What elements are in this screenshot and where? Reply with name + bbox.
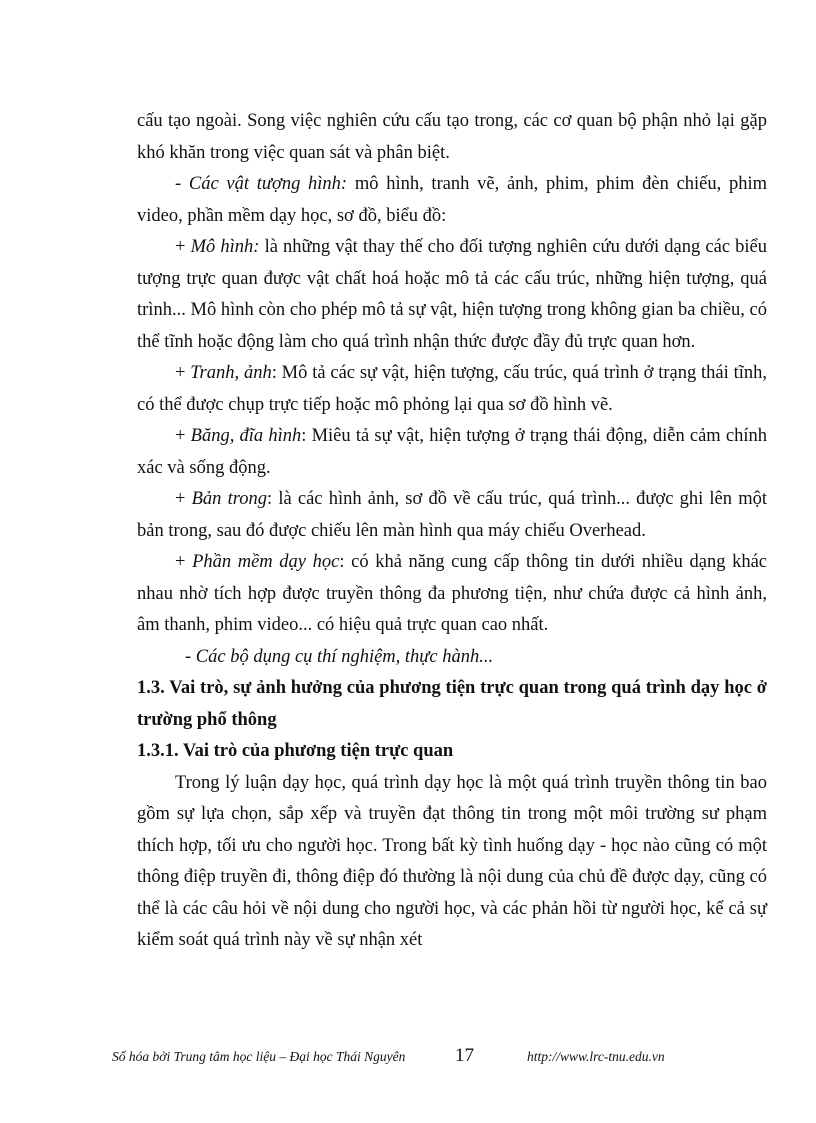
section-heading-1-3-1: 1.3.1. Vai trò của phương tiện trực quan <box>137 741 454 761</box>
text-pictures: : Mô tả các sự vật, hiện tượng, cấu trúc, quá trình ở trạng thái tĩnh, có thể được chụp trực tiếp hoặc mô phỏng lại qua sơ đồ hình vẽ. <box>137 363 768 415</box>
bullet-prefix: + <box>175 426 191 446</box>
footer-url: http://www.lrc-tnu.edu.vn <box>527 1049 665 1064</box>
text-video-tapes: : Miêu tả sự vật, hiện tượng ở trạng thái động, diễn cảm chính xác và sống động. <box>137 426 767 478</box>
page-body <box>137 106 767 957</box>
term-visual-objects: - Các vật tượng hình: <box>175 174 348 194</box>
paragraph-lab-kits: - Các bộ dụng cụ thí nghiệm, thực hành... <box>185 646 494 667</box>
term-video-tapes: Băng, đĩa hình <box>190 426 302 446</box>
section-heading-1-3: 1.3. Vai trò, sự ảnh hưởng của phương tiện trực quan trong quá trình dạy học ở trường phổ thông <box>137 678 767 730</box>
paragraph-models <box>137 232 767 358</box>
bullet-prefix: + <box>175 552 193 572</box>
text-visual-objects: mô hình, tranh vẽ, ảnh, phim, phim đèn chiếu, phim video, phần mềm dạy học, sơ đồ, biểu đồ: <box>137 174 768 226</box>
paragraph-visual-objects <box>137 169 767 232</box>
page-number: 17 <box>455 1045 474 1066</box>
term-transparencies: Bản trong <box>191 489 268 509</box>
term-software: Phần mềm dạy học <box>192 552 340 572</box>
term-models: Mô hình: <box>190 237 260 257</box>
bullet-prefix: + <box>175 237 191 257</box>
bullet-prefix: + <box>175 489 192 509</box>
text-models: là những vật thay thế cho đối tượng nghiên cứu dưới dạng các biểu tượng trực quan được vật chất hoá hoặc mô tả các cấu trúc, những hiện tượng, quá trình... Mô hình còn cho phép mô tả sự vật, hiện tượng trong không gian ba chiều, có thể tĩnh hoặc động làm cho quá trình nhận thức được đầy đủ trực quan hơn. <box>137 237 768 352</box>
page-footer <box>0 1045 816 1075</box>
paragraph-pictures <box>137 358 767 421</box>
paragraph-continuation: cấu tạo ngoài. Song việc nghiên cứu cấu tạo trong, các cơ quan bộ phận nhỏ lại gặp khó khăn trong việc quan sát và phân biệt. <box>137 111 767 163</box>
text-transparencies: : là các hình ảnh, sơ đồ về cấu trúc, quá trình... được ghi lên một bản trong, sau đó được chiếu lên màn hình qua máy chiếu Overhead. <box>137 489 767 541</box>
term-pictures: Tranh, ảnh <box>190 363 272 383</box>
paragraph-video-tapes <box>137 421 767 484</box>
paragraph-role-of-visual-aids: Trong lý luận dạy học, quá trình dạy học là một quá trình truyền thông tin bao gồm sự lựa chọn, sắp xếp và truyền đạt thông tin trong một môi trường sư phạm thích hợp, tối ưu cho người học. Trong bất kỳ tình huống dạy - học nào cũng có một thông điệp truyền đi, thông điệp đó thường là nội dung của chủ đề được dạy, cũng có thể là các câu hỏi về nội dung cho người học, và các phản hồi từ người học, kể cả sự kiểm soát quá trình này về sự nhận xét <box>137 772 767 950</box>
paragraph-transparencies <box>137 484 767 547</box>
paragraph-software <box>137 547 767 642</box>
bullet-prefix: + <box>175 363 191 383</box>
footer-digitized-by: Số hóa bởi Trung tâm học liệu – Đại học Thái Nguyên <box>112 1049 406 1064</box>
text-software: : có khả năng cung cấp thông tin dưới nhiều dạng khác nhau nhờ tích hợp được truyền thông đa phương tiện, như chứa được cả hình ảnh, âm thanh, phim video... có hiệu quả trực quan cao nhất. <box>137 552 768 635</box>
